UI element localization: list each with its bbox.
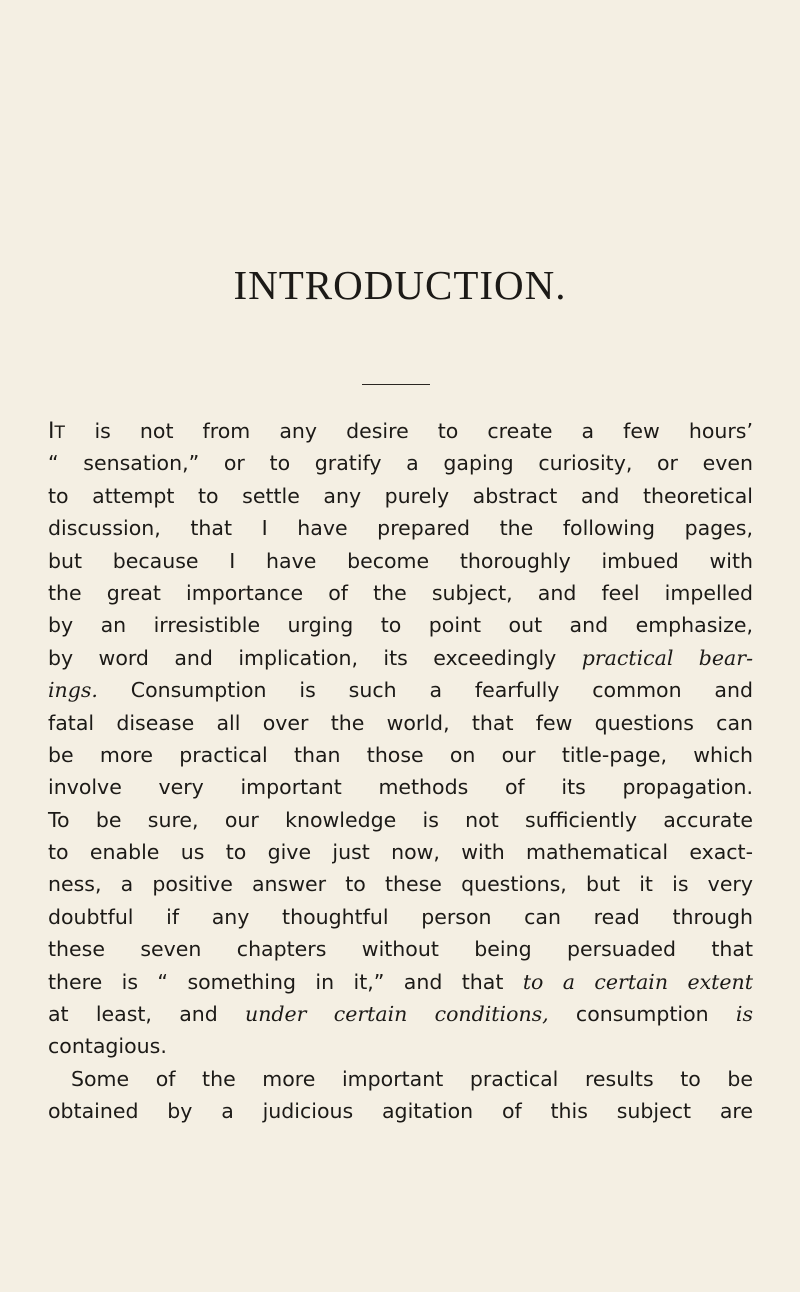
introduction-paragraphs xyxy=(48,415,753,1128)
text-segment: be more practical than those on our title-page, which xyxy=(48,742,753,767)
text-line xyxy=(48,674,753,706)
text-line xyxy=(48,739,753,771)
text-line xyxy=(48,868,753,900)
text-line xyxy=(48,415,753,447)
text-segment: by an irresistible urging to point out and emphasize, xyxy=(48,613,753,638)
text-line xyxy=(48,771,753,803)
text-line xyxy=(48,804,753,836)
text-segment: discussion, that I have prepared the following pages, xyxy=(48,516,753,541)
text-segment: to enable us to give just now, with mathematical exact- xyxy=(48,840,753,865)
text-segment: but because I have become thoroughly imbued with xyxy=(48,548,753,573)
text-line xyxy=(48,1063,753,1095)
text-segment: the great importance of the subject, and feel impelled xyxy=(48,580,753,605)
text-line xyxy=(48,480,753,512)
text-segment: is not from any desire to create a few hours’ xyxy=(65,419,753,443)
text-line xyxy=(48,1095,753,1127)
text-line xyxy=(48,447,753,479)
text-segment: to attempt to settle any purely abstract and theoretical xyxy=(48,483,753,508)
italic-text: under certain conditions, xyxy=(245,1002,549,1027)
text-segment: contagious. xyxy=(48,1034,167,1059)
text-segment: doubtful if any thoughtful person can read through xyxy=(48,904,753,929)
heading-rule xyxy=(362,384,430,385)
text-line xyxy=(48,998,753,1030)
text-line xyxy=(48,966,753,998)
italic-text: is xyxy=(735,1002,753,1027)
text-line xyxy=(48,836,753,868)
text-line xyxy=(48,1030,753,1062)
text-segment: “ sensation,” or to gratify a gaping curiosity, or even xyxy=(48,451,753,476)
text-segment: ness, a positive answer to these questions, but it is very xyxy=(48,872,753,897)
text-line xyxy=(48,707,753,739)
text-segment: by word and implication, its exceedingly xyxy=(48,645,582,670)
text-line xyxy=(48,577,753,609)
text-segment: these seven chapters without being persuaded that xyxy=(48,937,753,962)
text-segment: To be sure, our knowledge is not sufficiently accurate xyxy=(48,807,753,832)
text-segment: T xyxy=(54,423,66,443)
italic-text: to a certain extent xyxy=(522,969,753,994)
text-segment: involve very important methods of its propagation. xyxy=(48,775,753,800)
text-segment: Consumption is such a fearfully common and xyxy=(97,678,753,703)
text-line xyxy=(48,901,753,933)
text-segment: consumption xyxy=(548,1002,736,1027)
italic-text: ings. xyxy=(48,678,98,703)
chapter-heading: INTRODUCTION. xyxy=(233,262,567,308)
text-line xyxy=(48,642,753,674)
text-line xyxy=(48,545,753,577)
italic-text: practical bear- xyxy=(581,645,753,670)
text-segment: obtained by a judicious agitation of this subject are xyxy=(48,1099,753,1124)
text-segment: there is “ something in it,” and that xyxy=(48,969,523,994)
text-line xyxy=(48,512,753,544)
text-segment: at least, and xyxy=(48,1002,246,1027)
text-segment: Some of the more important practical results to be xyxy=(71,1066,753,1091)
text-line xyxy=(48,609,753,641)
text-segment: I xyxy=(48,419,55,444)
text-segment: fatal disease all over the world, that few questions can xyxy=(48,710,753,735)
text-line xyxy=(48,933,753,965)
